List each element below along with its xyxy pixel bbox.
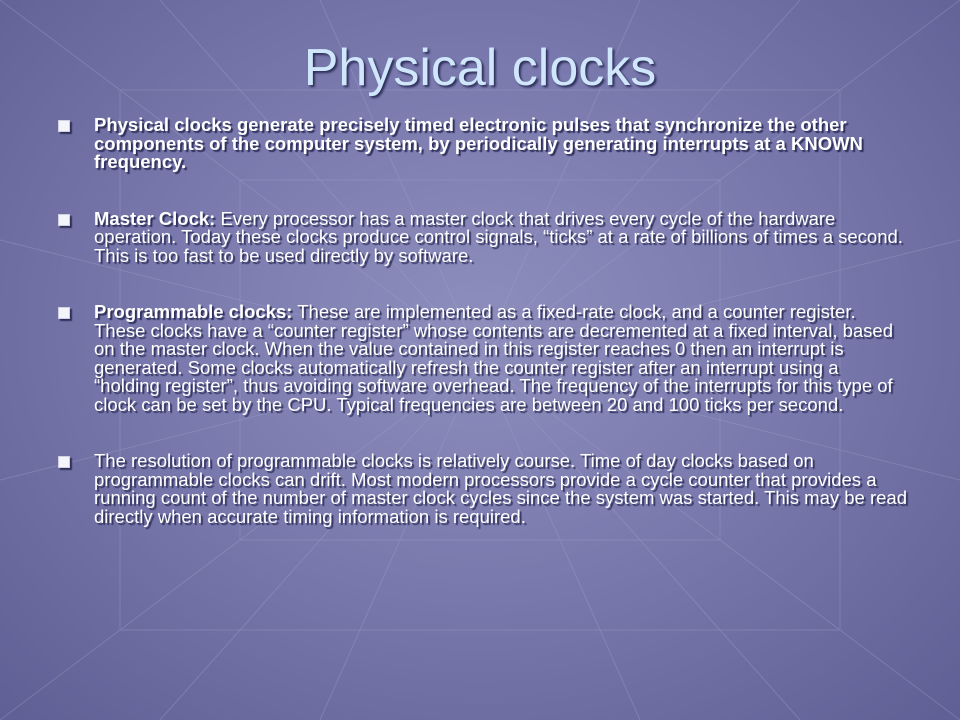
bullet-item — [58, 116, 908, 172]
bullet-lead: Programmable clocks: — [94, 301, 293, 322]
square-bullet-icon — [58, 307, 70, 319]
bullet-lead: Master Clock: — [94, 207, 216, 229]
bullet-list — [58, 116, 908, 526]
bullet-text: Every processor has a master clock that drives every cycle of the hardware operation. Today these clocks produce control signals, “ticks” at a rate of billions of times a second. This is too fast to be used directly by software. — [94, 207, 903, 266]
square-bullet-icon — [58, 214, 70, 226]
square-bullet-icon — [58, 120, 70, 132]
bullet-text: These are implemented as a fixed-rate clock, and a counter register. These clocks have a “counter register” whose contents are decremented at a fixed interval, based on the master clock. When the value contained in this register reaches 0 then an interrupt is generated. Some clocks automatically refresh the counter register after an interrupt using a “holding register”, thus avoiding software overhead. The frequency of the interrupts for this type of clock can be set by the CPU. Typical frequencies are between 20 and 100 ticks per second. — [94, 301, 894, 415]
bullet-text: Physical clocks generate precisely timed electronic pulses that synchronize the other components of the computer system, by periodically generating interrupts at a KNOWN frequency. — [94, 114, 863, 172]
bullet-text: The resolution of programmable clocks is relatively course. Time of day clocks based on programmable clocks can drift. Most modern processors provide a cycle counter that provides a running count of the number of master clock cycles since the system was started. This may be read directly when accurate timing information is required. — [94, 450, 907, 527]
bullet-item — [58, 452, 908, 526]
slide-title: Physical clocks — [303, 39, 657, 97]
bullet-item — [58, 303, 908, 414]
bullet-item — [58, 207, 908, 266]
square-bullet-icon — [58, 456, 70, 468]
